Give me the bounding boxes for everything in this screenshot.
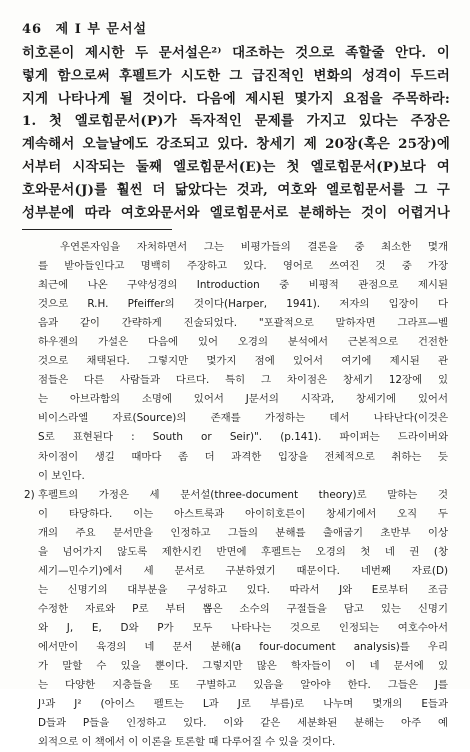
body-line: 호와문서(J)를 훨씬 더 닮았다는 것과, 여호와 엘로힘문서를 그 구 (22, 181, 450, 198)
footnote-line: D들과 P들을 인정하고 있다. 이와 같은 세분화된 분해는 아주 예 (38, 717, 448, 730)
footnote-line: 을 넘어가지 않도록 제한시킨 반면에 후펠트는 오경의 첫 네 권 (창 (38, 545, 448, 558)
footnote-line: 것으로 R.H. Pfeiffer의 것이다(Harper, 1941). 저자의 입장이 다 (38, 298, 448, 311)
footnote-line: 는 다양한 지층들을 또 구별하고 있음을 알아야 한다. 그들은 J를 (38, 679, 448, 692)
body-line: 히호론이 제시한 두 문서설은²⁾ 대조하는 것으로 족할줄 안다. 이 (22, 45, 450, 61)
footnote-line: 최근에 나온 구약성경의 Introduction 중 비평적 관점으로 제시된 (38, 279, 448, 292)
main-text (22, 42, 450, 224)
footnote-line: 수정한 자료와 P로 부터 뽑은 소수의 구절들을 담고 있는 신명기 (38, 602, 448, 615)
footnote-line: 를 받아들인다고 명백히 주장하고 있다. 영어로 쓰여진 것 중 가장 (38, 260, 448, 273)
footnote-line: 이 타당하다. 이는 아스트룩과 아이히호른이 창세기에서 오직 두 (38, 507, 448, 520)
footnote-2 (24, 486, 448, 752)
footnote-line: 것으로 채택된다. 그렇지만 몇가지 점에 있어서 여기에 제시된 관 (38, 355, 448, 368)
footnote-line: 점들은 다른 사람들과 다르다. 특히 그 차이점은 창세기 12장에 있 (38, 374, 448, 387)
footnote-marker: 2) (24, 488, 35, 501)
footnote-line: 우연론자임을 자처하면서 그는 비평가들의 결론을 중 최소한 몇개 (60, 241, 448, 253)
footnote-line: 음과 같이 간략하게 진술되었다. "포괄적으로 말하자면 그라프—벨 (38, 317, 448, 330)
footnote-1 (24, 238, 448, 486)
footnote-line (24, 486, 448, 505)
footnote-line: 외적으로 이 책에서 이 이론을 토론할 때 다루어질 수 있을 것이다. (38, 736, 336, 749)
footnote-line: 세기—민수기)에서 세 문서로 구분하였기 때문이다. 네번째 자료(D) (38, 564, 448, 577)
footnote-line: 와 J, E, D와 P가 모두 나타나는 것으로 인정되는 여호수아서 (38, 621, 448, 634)
footnote-line: 가 말할 수 있을 뿐이다. 그렇지만 많은 학자들이 이 네 문서에 있 (38, 660, 448, 673)
footnote-line: 개의 주요 문서만을 인정하고 그들의 분해를 출애굽기 초반부 이상 (38, 526, 448, 539)
footnote-line: 하우젠의 가설은 다음에 있어 오경의 분석에서 근본적으로 건전한 (38, 336, 448, 349)
body-line: 1. 첫 엘로힘문서(P)가 독자적인 문제를 가지고 있다는 주장은 (22, 113, 450, 130)
footnote-line: 차이점이 생길 때마다 좀 더 과격한 입장을 전체적으로 취하는 듯 (38, 450, 448, 463)
footnote-line: J¹과 J² (아이스 펠트는 L과 J로 부름)로 나누며 몇개의 E들과 (38, 698, 448, 711)
footnote-line: 는 신명기의 대부분을 구성하고 있다. 따라서 J와 E로부터 조금 (38, 583, 448, 596)
footnote-line-text: 후펠트의 가정은 세 문서설(three-document theory)로 말하는 것 (38, 488, 448, 501)
footnote-line: S로 표현된다 : South or Seir)". (p.141). 파이퍼는 드라이버와 (38, 431, 448, 444)
body-line: 서부터 시작되는 둘째 엘로힘문서(E)는 첫 엘로힘문서(P)보다 여 (22, 158, 450, 175)
body-line: 성부분에 따라 여호와문서와 엘로힘문서로 분해하는 것이 어렵거나 (22, 204, 450, 221)
footnote-divider (22, 229, 172, 230)
footnote-line: 는 아브라함의 소명에 있어서 J문서의 시작과, 창세기에 있어서 (38, 393, 448, 406)
body-line: 계속해서 오늘날에도 강조되고 있다. 창세기 제 20장(혹은 25장)에 (22, 136, 450, 153)
footnotes (24, 238, 448, 752)
body-line: 지게 나타나게 될 것이다. 다음에 제시된 몇가지 요점을 주목하라: (22, 90, 450, 107)
page-number: 46 (22, 22, 43, 37)
footnote-line: 에서만이 육경의 네 문서 분해(a four-document analysis)를 우리 (38, 640, 448, 653)
footnote-line: 비이스라엘 자료(Source)의 존재를 가정하는 데서 나타난다(이것은 (38, 412, 448, 425)
chapter-title: 문서설 (106, 22, 148, 37)
running-head (22, 18, 147, 37)
part-label: 제 I 부 (55, 22, 101, 37)
body-line: 렇게 함으로써 후펠트가 시도한 그 급진적인 변화의 성격이 두드러 (22, 67, 450, 84)
footnote-line: 이 보인다. (38, 469, 85, 482)
